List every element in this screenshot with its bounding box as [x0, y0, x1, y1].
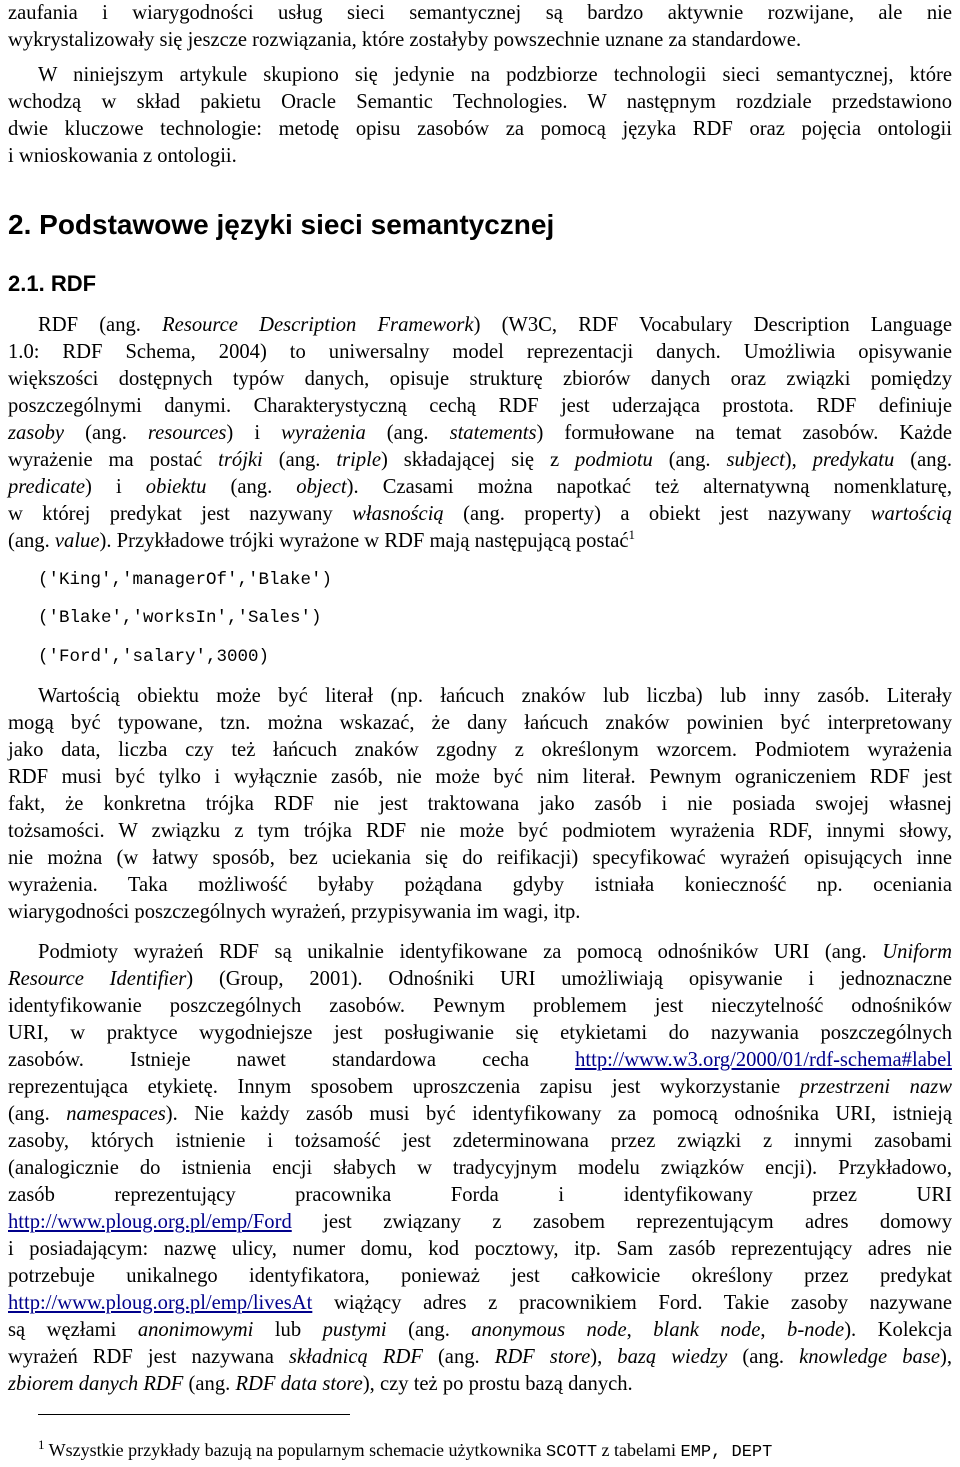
text-line: wiarygodności poszczególnych wyrażeń, przypisywania im wagi, itp. — [8, 901, 581, 923]
italic-term: RDF data store — [235, 1373, 363, 1395]
italic-term: przestrzeni nazw — [799, 1076, 952, 1098]
italic-term: pustymi — [322, 1319, 387, 1341]
italic-term: anonimowymi — [137, 1319, 254, 1341]
italic-term: blank node — [653, 1319, 761, 1341]
text-line — [8, 1101, 952, 1128]
text-line: RDF musi być tylko i wyłącznie zasób, nie może być nim literał. Pewnym ograniczeniem RDF jest — [8, 766, 952, 788]
text-span: ), — [590, 1346, 618, 1368]
text-line — [8, 966, 952, 993]
text-line: (analogicznie do istnienia encji słabych w tradycyjnym modelu związków encji). Przykładowo, — [8, 1157, 952, 1179]
text-span: ) składającej się z — [381, 449, 576, 471]
text-line — [8, 312, 952, 339]
italic-term: object — [296, 476, 347, 498]
text-span: (ang. — [894, 449, 952, 471]
text-span: ). Kolekcja — [844, 1319, 952, 1341]
footnote-number: 1 — [38, 1437, 45, 1452]
text-line: i posiadającym: nazwę ulicy, numer domu, kod pocztowy, itp. Sam zasób reprezentujący adres nie — [8, 1238, 952, 1260]
footnote-text: z tabelami — [597, 1440, 681, 1460]
text-span: (ang. — [64, 422, 148, 444]
italic-term: własnością — [352, 503, 444, 525]
text-line: zasoby, których istnienie i tożsamość jest zdeterminowana przez związki z innymi zasobami — [8, 1130, 952, 1152]
text-span: RDF (ang. — [38, 314, 163, 336]
text-span: wyrażeń RDF jest nazywana — [8, 1346, 289, 1368]
text-span: (ang. — [365, 422, 450, 444]
text-span: (ang. — [206, 476, 297, 498]
text-line — [8, 1074, 952, 1101]
text-line — [8, 1371, 952, 1398]
italic-term: Resource Description Framework — [162, 314, 474, 336]
text-span: (ang. — [8, 530, 55, 552]
footnote-text: Wszystkie przykłady bazują na popularnym schemacie użytkownika — [44, 1440, 547, 1460]
footnote — [38, 1437, 773, 1462]
text-line: tożsamości. W związku z tym trójka RDF nie może być podmiotem wyrażenia RDF, innymi słowy, — [8, 820, 952, 842]
italic-term: RDF store — [494, 1346, 591, 1368]
text-line: Wartością obiektu może być literał (np. łańcuch znaków lub liczba) lub inny zasób. Literały — [38, 685, 952, 707]
text-line: wyrażenia. Taka możliwość byłaby pożądana gdyby istniała konieczność np. oceniania — [8, 874, 952, 896]
italic-term: zbiorem danych RDF — [8, 1373, 184, 1395]
italic-term: zasoby — [8, 422, 65, 444]
italic-term: predicate — [8, 476, 86, 498]
italic-term: wartością — [870, 503, 952, 525]
text-line: fakt, że konkretna trójka RDF nie jest traktowana jako zasób i nie posiada swojej własnej — [8, 793, 952, 815]
text-line: mogą być typowane, tzn. można wskazać, że dany łańcuch znaków powinien być interpretowany — [8, 712, 952, 734]
text-span: ), — [939, 1346, 952, 1368]
italic-term: value — [54, 530, 100, 552]
text-line: jako data, liczba czy też łańcuch znaków zgodny z określonym wzorcem. Podmiotem wyrażenia — [8, 739, 952, 761]
text-span: ) i — [226, 422, 282, 444]
italic-term: podmiotu — [575, 449, 653, 471]
text-span: (ang. — [727, 1346, 800, 1368]
text-line: zasób reprezentujący pracownika Forda i identyfikowany przez URI — [8, 1184, 952, 1206]
text-span: są węzłami — [8, 1319, 138, 1341]
text-span: ) (W3C, RDF Vocabulary Description Language — [473, 314, 952, 336]
rdf-label-link[interactable]: http://www.w3.org/2000/01/rdf-schema#label — [575, 1049, 952, 1071]
italic-term: Uniform — [882, 941, 952, 963]
text-line — [8, 939, 952, 966]
text-span: reprezentująca etykietę. Innym sposobem uproszczenia zapisu jest wykorzystanie — [8, 1076, 800, 1098]
italic-term: obiektu — [145, 476, 207, 498]
text-line: dwie kluczowe technologie: metodę opisu zasobów za pomocą języka RDF oraz pojęcia ontologii — [8, 118, 952, 140]
literal-paragraph — [8, 683, 952, 926]
rdf-paragraph — [8, 312, 952, 555]
text-line: potrzebuje unikalnego identyfikatora, ponieważ jest całkowicie określony przez predykat — [8, 1265, 952, 1287]
code-example: ('Ford','salary',3000) — [38, 647, 270, 667]
text-span: ), czy też po prostu bazą danych. — [362, 1373, 633, 1395]
italic-term: resources — [147, 422, 227, 444]
italic-term: wyrażenia — [281, 422, 366, 444]
italic-term: b-node — [787, 1319, 845, 1341]
text-span: , — [760, 1319, 788, 1341]
code-example: ('King','managerOf','Blake') — [38, 570, 333, 590]
text-span: (ang. — [8, 1103, 67, 1125]
italic-term: triple — [336, 449, 381, 471]
text-line — [8, 1047, 952, 1074]
text-line: wykrystalizowały się jeszcze rozwiązania, które zostałyby powszechnie uznane za standardowe. — [8, 29, 802, 51]
text-span: w której predykat jest nazywany — [8, 503, 353, 525]
text-span: Podmioty wyrażeń RDF są unikalnie identyfikowane za pomocą odnośników URI (ang. — [38, 941, 883, 963]
intro-paragraph-2 — [8, 62, 952, 170]
text-line: W niniejszym artykule skupiono się jedynie na podzbiorze technologii sieci semantycznej, które — [38, 64, 952, 86]
italic-term: trójki — [218, 449, 263, 471]
italic-term: anonymous node — [471, 1319, 627, 1341]
footnote-separator — [38, 1414, 350, 1415]
text-line: większości dostępnych typów danych, opisuje strukturę zbiorów danych oraz związki pomiędzy — [8, 368, 952, 390]
footnote-code: EMP, DEPT — [680, 1443, 773, 1462]
uri-paragraph — [8, 939, 952, 1398]
text-line — [8, 447, 952, 474]
text-line: poszczególnymi danymi. Charakterystyczną cechą RDF jest uderzająca prostota. RDF definiuje — [8, 395, 952, 417]
code-example: ('Blake','worksIn','Sales') — [38, 608, 322, 628]
section-title: Podstawowe języki sieci semantycznej — [39, 209, 555, 240]
text-span: ), — [784, 449, 813, 471]
italic-term: statements — [449, 422, 537, 444]
italic-term: namespaces — [66, 1103, 166, 1125]
text-span: (ang. — [422, 1346, 495, 1368]
text-span: ). Czasami można napotkać też alternatywną nomenklaturę, — [346, 476, 952, 498]
text-span: ). Przykładowe trójki wyrażone w RDF mają następującą postać — [99, 530, 629, 552]
text-span: , — [626, 1319, 654, 1341]
text-line — [8, 1317, 952, 1344]
text-line — [8, 420, 952, 447]
text-line: zaufania i wiarygodności usług sieci semantycznej są bardzo aktywnie rozwijane, ale nie — [8, 2, 952, 24]
text-line: i wnioskowania z ontologii. — [8, 145, 237, 167]
text-line — [8, 474, 952, 501]
text-span: (ang. — [262, 449, 337, 471]
subsection-title: RDF — [50, 271, 97, 296]
italic-term: subject — [726, 449, 785, 471]
italic-term: bazą wiedzy — [617, 1346, 728, 1368]
text-line — [8, 1209, 952, 1236]
text-span: (ang. — [386, 1319, 472, 1341]
footnote-mark[interactable]: 1 — [628, 527, 635, 543]
section-heading — [8, 209, 554, 241]
italic-term: knowledge base — [799, 1346, 940, 1368]
subsection-heading — [8, 271, 96, 297]
text-line: URI, w praktyce wygodniejsze jest posługiwanie się etykietami do nazywania poszczególnych — [8, 1022, 952, 1044]
text-line — [8, 1344, 952, 1371]
section-number: 2. — [8, 209, 32, 240]
text-span: wiążący adres z pracownikiem Ford. Takie zasoby nazywane — [312, 1292, 952, 1314]
text-span: ). Nie każdy zasób musi być identyfikowany za pomocą odnośnika URI, istnieją — [165, 1103, 952, 1125]
text-span: (ang. — [652, 449, 727, 471]
text-span: (ang. — [183, 1373, 236, 1395]
text-line — [8, 501, 952, 528]
text-line: identyfikowanie poszczególnych zasobów. Pewnym problemem jest nieczytelność odnośników — [8, 995, 952, 1017]
footnote-code: SCOTT — [546, 1443, 598, 1462]
text-line: nie można (w łatwy sposób, bez uciekania się do reifikacji) specyfikować wyrażeń opisujących inne — [8, 847, 952, 869]
italic-term: predykatu — [812, 449, 895, 471]
text-span: zasobów. Istnieje nawet standardowa cecha — [8, 1049, 576, 1071]
intro-paragraph-1 — [8, 0, 952, 54]
text-span: jest związany z zasobem reprezentującym adres domowy — [291, 1211, 952, 1233]
text-line: wchodzą w skład pakietu Oracle Semantic Technologies. W następnym rozdziale przedstawiono — [8, 91, 952, 113]
text-span: ) i — [85, 476, 146, 498]
text-span: wyrażenie ma postać — [8, 449, 219, 471]
text-line — [8, 1290, 952, 1317]
subsection-number: 2.1. — [8, 271, 45, 296]
text-span: lub — [253, 1319, 323, 1341]
livesat-uri-link[interactable]: http://www.ploug.org.pl/emp/livesAt — [8, 1292, 313, 1314]
italic-term: Resource Identifier — [8, 968, 187, 990]
text-line: 1.0: RDF Schema, 2004) to uniwersalny model reprezentacji danych. Umożliwia opisywanie — [8, 341, 952, 363]
italic-term: składnicą RDF — [288, 1346, 423, 1368]
text-line — [8, 528, 952, 555]
text-span: ) formułowane na temat zasobów. Każde — [536, 422, 952, 444]
text-span: ) (Group, 2001). Odnośniki URI umożliwiają opisywanie i jednoznaczne — [186, 968, 952, 990]
ford-uri-link[interactable]: http://www.ploug.org.pl/emp/Ford — [8, 1211, 292, 1233]
text-span: (ang. property) a obiekt jest nazywany — [443, 503, 871, 525]
